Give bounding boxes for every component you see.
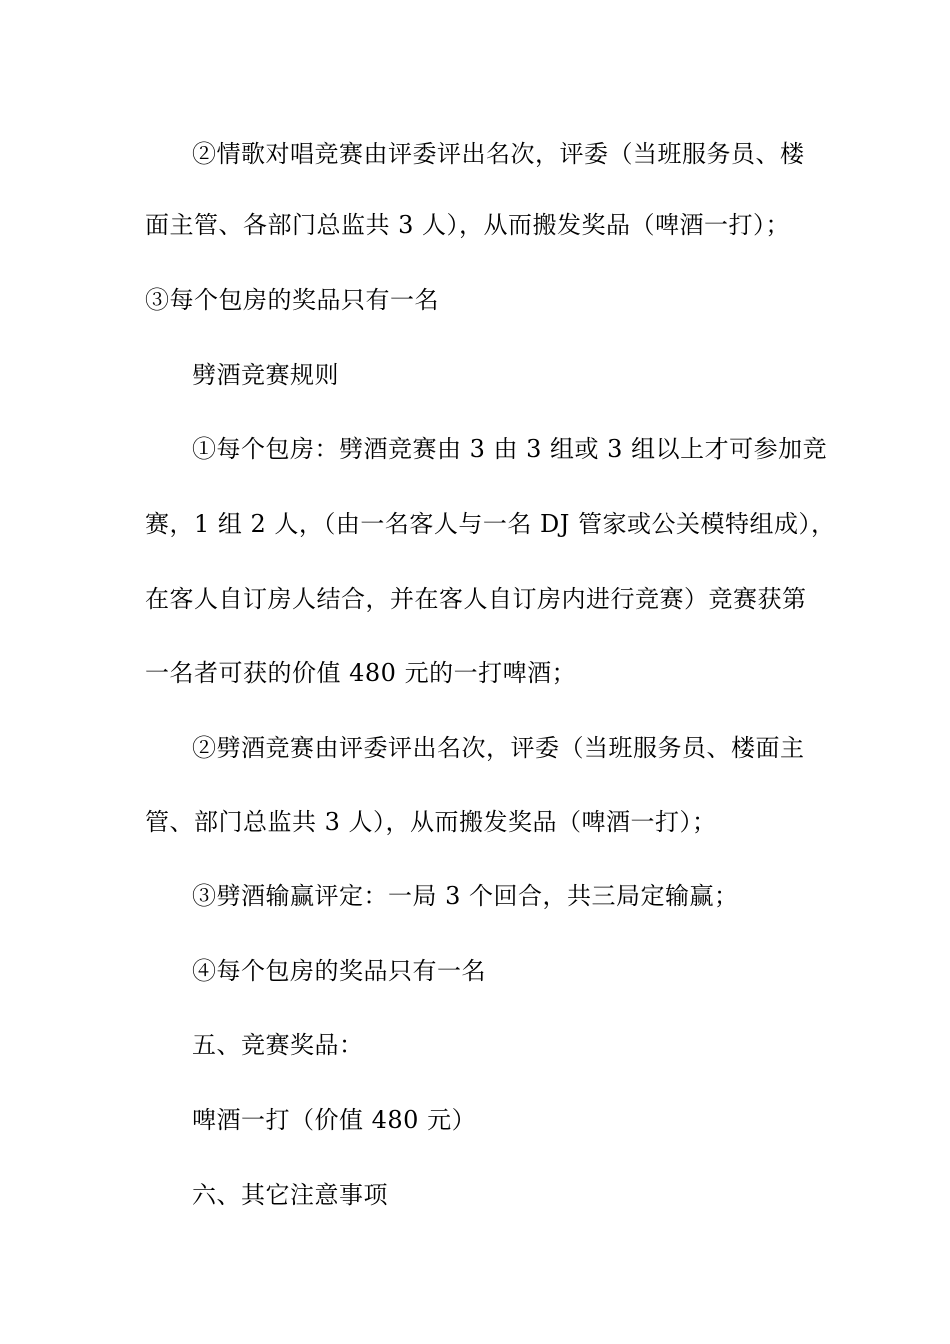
paragraph-line-11: ③劈酒输赢评定：一局 3 个回合，共三局定输赢；	[192, 882, 739, 910]
section-heading-pijiu-rules: 劈酒竞赛规则	[192, 361, 339, 389]
paragraph-line-12: ④每个包房的奖品只有一名	[192, 957, 486, 985]
paragraph-line-10: 管、部门总监共 3 人），从而搬发奖品（啤酒一打）；	[145, 808, 717, 836]
paragraph-line-5: ①每个包房：劈酒竞赛由 3 由 3 组或 3 组以上才可参加竞	[192, 435, 828, 463]
paragraph-line-2: 面主管、各部门总监共 3 人），从而搬发奖品（啤酒一打）；	[145, 211, 791, 239]
paragraph-line-14: 啤酒一打（价值 480 元）	[192, 1106, 477, 1134]
section-heading-other-notes: 六、其它注意事项	[192, 1181, 388, 1209]
paragraph-line-8: 一名者可获的价值 480 元的一打啤酒；	[145, 659, 577, 687]
paragraph-line-1: ②情歌对唱竞赛由评委评出名次，评委（当班服务员、楼	[192, 140, 805, 168]
paragraph-line-9: ②劈酒竞赛由评委评出名次，评委（当班服务员、楼面主	[192, 734, 805, 762]
paragraph-line-6: 赛，1 组 2 人，（由一名客人与一名 DJ 管家或公关模特组成），	[145, 510, 836, 538]
paragraph-line-3: ③每个包房的奖品只有一名	[145, 286, 439, 314]
section-heading-prizes: 五、竞赛奖品：	[192, 1031, 364, 1059]
paragraph-line-7: 在客人自订房人结合，并在客人自订房内进行竞赛）竞赛获第	[145, 585, 807, 613]
